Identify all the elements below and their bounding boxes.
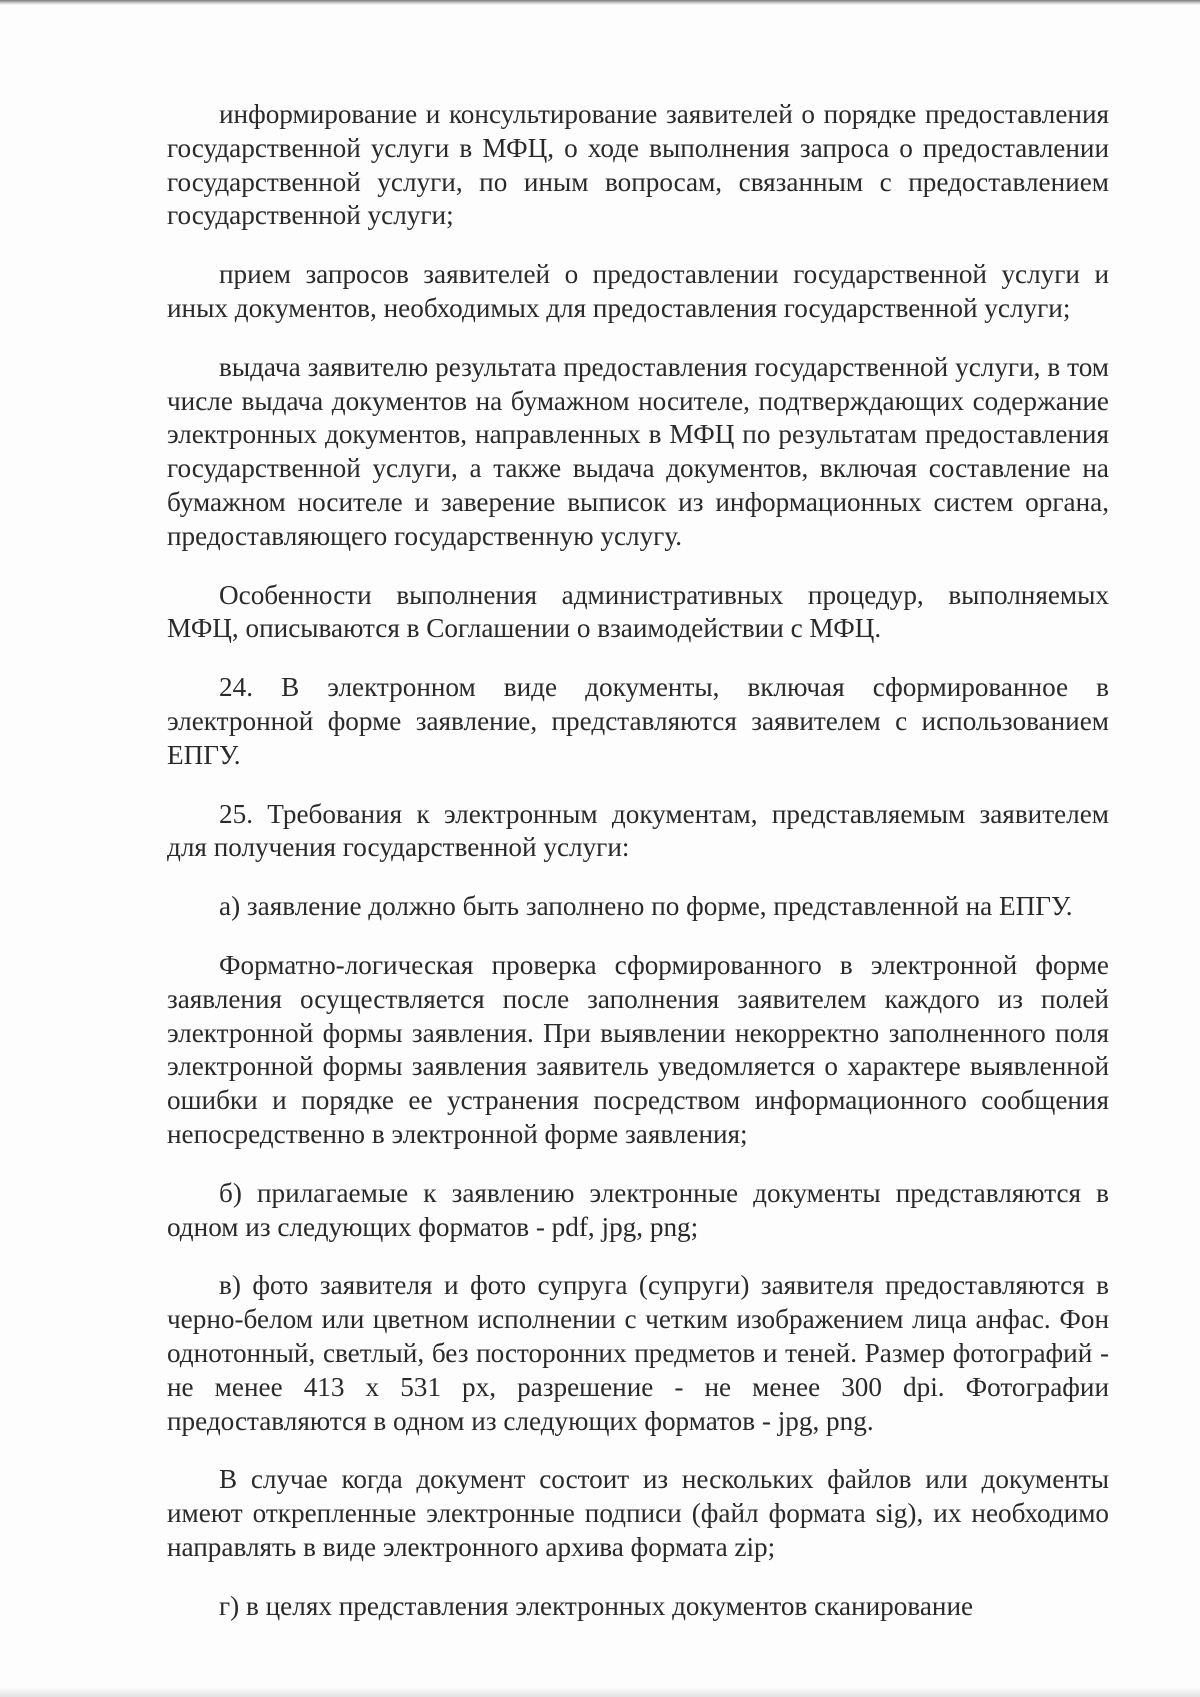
- paragraph-request-intake: прием запросов заявителей о предоставлении государственной услуги и иных документов, необходимых для предоставления государственной услуги;: [167, 259, 1109, 323]
- paragraph-mfc-procedures: Особенности выполнения административных процедур, выполняемых МФЦ, описываются в Соглашении о взаимодействии с МФЦ.: [167, 579, 1109, 644]
- paragraph-item-25: 25. Требования к электронным документам, представляемым заявителем для получения государственной услуги:: [167, 798, 1109, 863]
- paragraph-format-check: Форматно-логическая проверка сформированного в электронной форме заявления осуществляется после заполнения заявителем каждого из полей электронной формы заявления. При выявлении некорректно заполненного поля электронной формы заявления заявитель уведомляется о характере выявленной ошибки и порядке ее устранения посредством информационного сообщения непосредственно в электронной форме заявления;: [167, 949, 1109, 1149]
- paragraph-item-24: 24. В электронном виде документы, включая сформированное в электронной форме заявление, представляются заявителем с использованием ЕПГУ.: [167, 672, 1109, 770]
- paragraph-zip-archive: В случае когда документ состоит из нескольких файлов или документы имеют открепленные электронные подписи (файл формата sig), их необходимо направлять в виде электронного архива формата zip;: [167, 1464, 1109, 1562]
- paragraph-item-25g: г) в целях представления электронных документов сканирование: [219, 1590, 974, 1621]
- paragraph-item-25b: б) прилагаемые к заявлению электронные документы представляются в одном из следующих форматов - pdf, jpg, png;: [167, 1177, 1109, 1242]
- paragraph-item-25a: а) заявление должно быть заполнено по форме, представленной на ЕПГУ.: [219, 891, 1073, 922]
- paragraph-result-issuance: выдача заявителю результата предоставления государственной услуги, в том числе выдача документов на бумажном носителе, подтверждающих содержание электронных документов, направленных в МФЦ по результатам предоставления государственной услуги, а также выдача документов, включая составление на бумажном носителе и заверение выписок из информационных систем органа, предоставляющего государственную услугу.: [167, 351, 1109, 551]
- scan-edge-top: [0, 0, 1200, 5]
- document-body: [167, 98, 1109, 1648]
- paragraph-mfc-informing: информирование и консультирование заявителей о порядке предоставления государственной услуги в МФЦ, о ходе выполнения запроса о предоставлении государственной услуги, по иным вопросам, связанным с предоставлением государственной услуги;: [167, 99, 1109, 231]
- scan-edge-bottom: [0, 1687, 1200, 1697]
- paragraph-item-25v: в) фото заявителя и фото супруга (супруги) заявителя предоставляются в черно-белом или цветном исполнении с четким изображением лица анфас. Фон однотонный, светлый, без посторонних предметов и теней. Размер фотографий - не менее 413 x 531 px, разрешение - не менее 300 dpi. Фотографии предоставляются в одном из следующих форматов - jpg, png.: [167, 1270, 1109, 1436]
